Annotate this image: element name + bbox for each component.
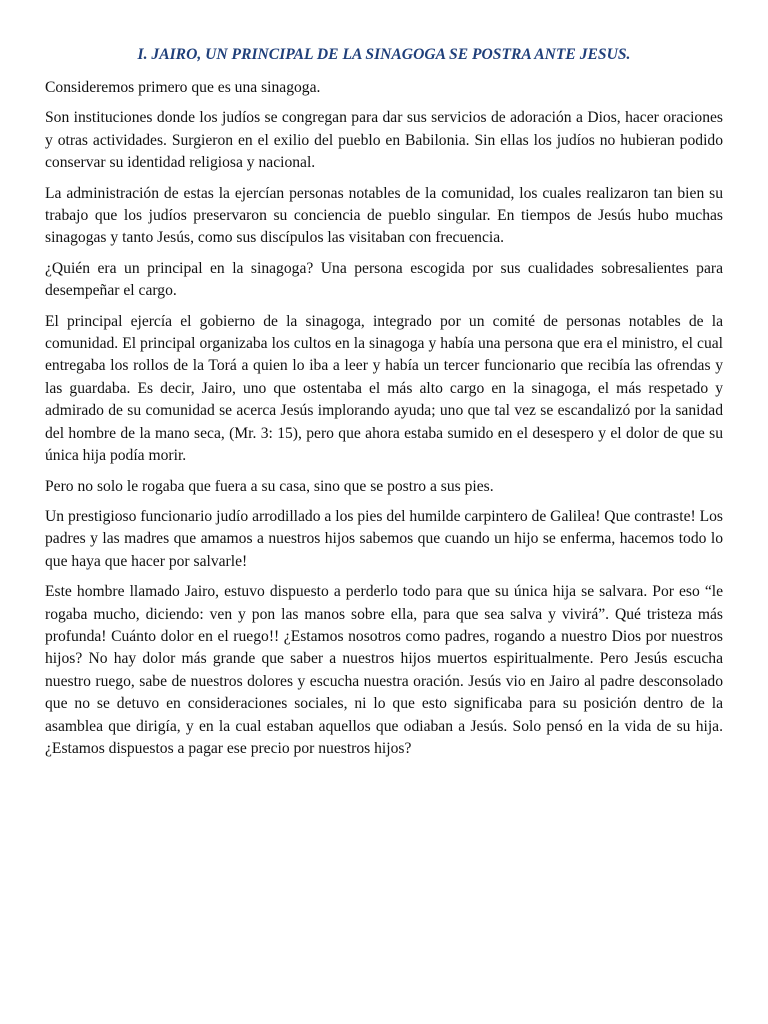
document-page bbox=[45, 44, 723, 768]
paragraph-3: La administración de estas la ejercían personas notables de la comunidad, los cuales realizaron tan bien su trabajo que los judíos preservaron su conciencia de pueblo singular. En tiempos de Jesús hubo muchas sinagogas y tanto Jesús, como sus discípulos las visitaban con frecuencia. bbox=[45, 184, 723, 247]
paragraph-1: Consideremos primero que es una sinagoga. bbox=[45, 79, 321, 96]
paragraph-6: Pero no solo le rogaba que fuera a su casa, sino que se postro a sus pies. bbox=[45, 477, 494, 495]
paragraph-4: ¿Quién era un principal en la sinagoga? Una persona escogida por sus cualidades sobresalientes para desempeñar el cargo. bbox=[45, 259, 723, 300]
paragraph-2: Son instituciones donde los judíos se congregan para dar sus servicios de adoración a Dios, hacer oraciones y otras actividades. Surgieron en el exilio del pueblo en Babilonia. Sin ellas los judíos no hubieran podido conservar su identidad religiosa y nacional. bbox=[45, 109, 723, 172]
paragraph-7: Un prestigioso funcionario judío arrodillado a los pies del humilde carpintero de Galilea! Que contraste! Los padres y las madres que amamos a nuestros hijos sabemos que cuando un hijo se enferma, hacemos todo lo que haya que hacer por salvarle! bbox=[45, 507, 723, 570]
paragraph-8: Este hombre llamado Jairo, estuvo dispuesto a perderlo todo para que su única hija se salvara. Por eso “le rogaba mucho, diciendo: ven y pon las manos sobre ella, para que sea salva y vivirá”. Qué tristeza más profunda! Cuánto dolor en el ruego!! ¿Estamos nosotros como padres, rogando a nuestro Dios por nuestros hijos? No hay dolor más grande que saber a nuestros hijos muertos espiritualmente. Pero Jesús escucha nuestro ruego, sabe de nuestros dolores y escucha nuestra oración. Jesús vio en Jairo al padre desconsolado que no se detuvo en consideraciones sociales, ni lo que esto significaba para su posición dentro de la asamblea que dirigía, y en la cual estaban aquellos que odiaban a Jesús. Solo pensó en la vida de su hija. ¿Estamos dispuestos a pagar ese precio por nuestros hijos? bbox=[45, 583, 723, 757]
paragraph-5: El principal ejercía el gobierno de la sinagoga, integrado por un comité de personas notables de la comunidad. El principal organizaba los cultos en la sinagoga y había una persona que era el ministro, el cual entregaba los rollos de la Torá a quien lo iba a leer y había un tercer funcionario que recibía las ofrendas y las guardaba. Es decir, Jairo, uno que ostentaba el más alto cargo en la sinagoga, el más respetado y admirado de su comunidad se acerca Jesús implorando ayuda; uno que tal vez se escandalizó por la sanidad del hombre de la mano seca, (Mr. 3: 15), pero que ahora estaba sumido en el desespero y el dolor de que su única hija podía morir. bbox=[45, 312, 723, 465]
section-title: I. JAIRO, UN PRINCIPAL DE LA SINAGOGA SE POSTRA ANTE JESUS. bbox=[137, 46, 631, 63]
